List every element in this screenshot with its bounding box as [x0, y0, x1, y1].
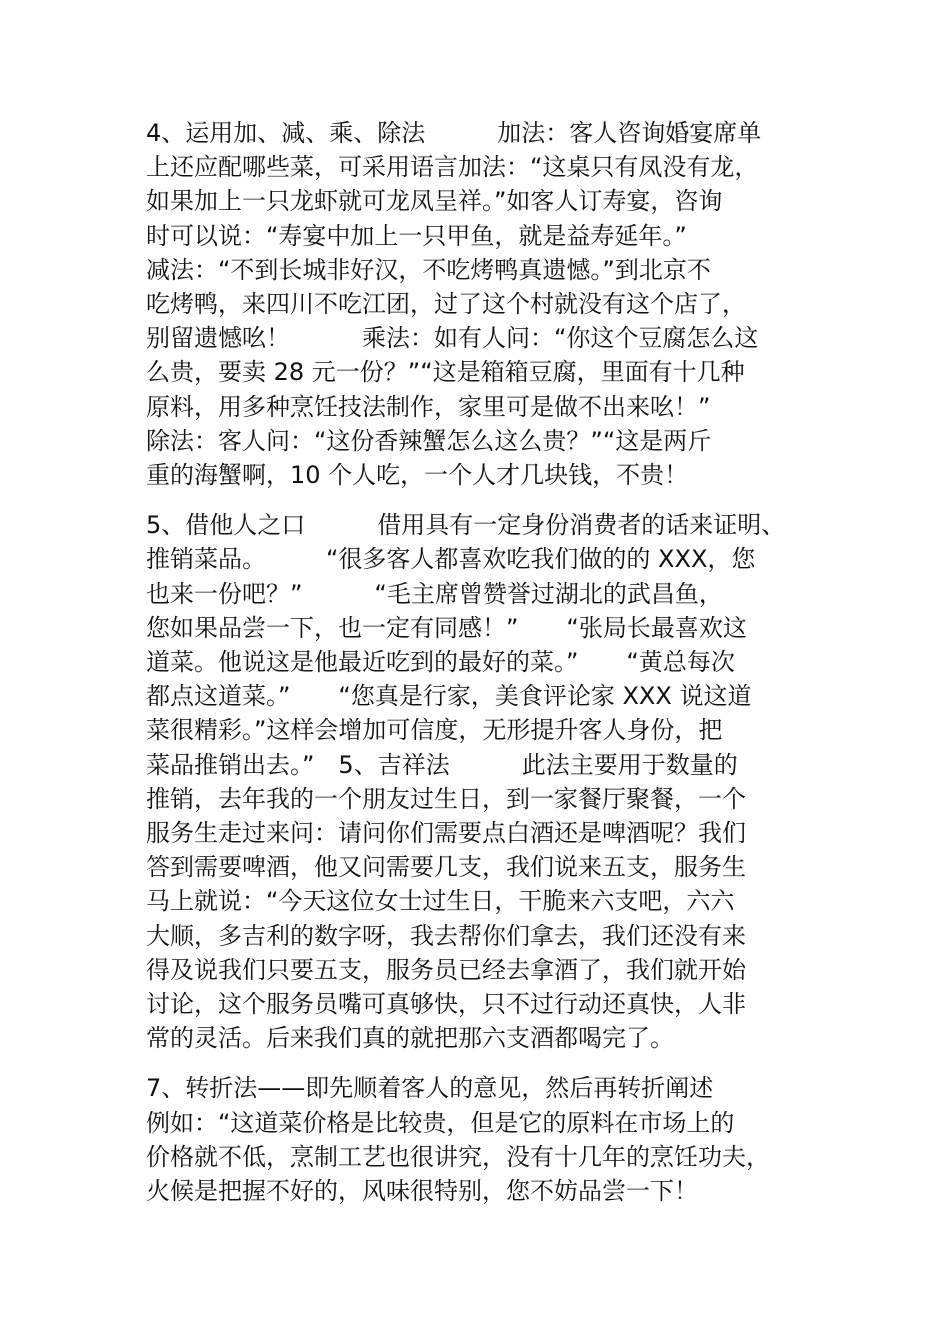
- text-line: 得及说我们只要五支，服务员已经去拿酒了，我们就开始: [146, 955, 746, 984]
- paragraph-borrow-others-method: [146, 508, 816, 1055]
- text-line: 常的灵活。后来我们真的就把那六支酒都喝完了。: [146, 1024, 674, 1053]
- text-line: 例如：“这道菜价格是比较贵，但是它的原料在市场上的: [146, 1108, 735, 1137]
- text-line: 时可以说：“寿宴中加上一只甲鱼，就是益寿延年。”: [146, 221, 687, 250]
- text-line: 价格就不低，烹制工艺也很讲究，没有十几年的烹饪功夫，: [146, 1142, 770, 1171]
- text-line: 大顺，多吉利的数字呀，我去帮你们拿去，我们还没有来: [146, 921, 746, 950]
- document-page: [146, 116, 816, 1208]
- text-line: 马上就说：“今天这位女士过生日，干脆来六支吧，六六: [146, 887, 735, 916]
- text-line: 菜很精彩。”这样会增加可信度，无形提升客人身份，把: [146, 716, 723, 745]
- text-line: 么贵，要卖 28 元一份？”“这是箱箱豆腐，里面有十几种: [146, 358, 745, 387]
- text-line: 吃烤鸭，来四川不吃江团，过了这个村就没有这个店了，: [146, 290, 746, 319]
- text-line: 都点这道菜。” “您真是行家，美食评论家 XXX 说这道: [146, 682, 752, 711]
- text-line: 原料，用多种烹饪技法制作，家里可是做不出来吆！”: [146, 392, 711, 421]
- text-line: 上还应配哪些菜，可采用语言加法：“这桌只有凤没有龙，: [146, 153, 759, 182]
- text-line: 答到需要啤酒，他又问需要几支，我们说来五支，服务生: [146, 853, 746, 882]
- text-line: 除法：客人问：“这份香辣蟹怎么这么贵？”“这是两斤: [146, 426, 712, 455]
- text-line: 7、转折法——即先顺着客人的意见，然后再转折阐述: [146, 1074, 714, 1103]
- text-line: 别留遗憾吆！ 乘法：如有人问：“你这个豆腐怎么这: [146, 324, 759, 353]
- text-line: 也来一份吧？” “毛主席曾赞誉过湖北的武昌鱼，: [146, 579, 723, 608]
- text-line: 如果加上一只龙虾就可龙凤呈祥。”如客人订寿宴，咨询: [146, 187, 723, 216]
- text-line: 5、借他人之口 借用具有一定身份消费者的话来证明、: [146, 511, 786, 540]
- text-line: 火候是把握不好的，风味很特别，您不妨品尝一下！: [146, 1177, 698, 1206]
- paragraph-spacer: [146, 492, 816, 508]
- text-line: 推销，去年我的一个朋友过生日，到一家餐厅聚餐，一个: [146, 784, 746, 813]
- text-line: 重的海蟹啊，10 个人吃，一个人才几块钱，不贵！: [146, 461, 689, 490]
- text-line: 道菜。他说这是他最近吃到的最好的菜。” “黄总每次: [146, 648, 735, 677]
- text-line: 服务生走过来问：请问你们需要点白酒还是啤酒呢？我们: [146, 819, 746, 848]
- text-line: 菜品推销出去。” 5、吉祥法 此法主要用于数量的: [146, 750, 738, 779]
- paragraph-spacer: [146, 1055, 816, 1071]
- text-line: 减法：“不到长城非好汉，不吃烤鸭真遗憾。”到北京不: [146, 255, 711, 284]
- paragraph-transition-method: [146, 1071, 816, 1208]
- text-line: 4、运用加、减、乘、除法 加法：客人咨询婚宴席单: [146, 119, 762, 147]
- text-line: 推销菜品。 “很多客人都喜欢吃我们做的的 XXX，您: [146, 545, 756, 574]
- text-line: 讨论，这个服务员嘴可真够快，只不过行动还真快，人非: [146, 990, 746, 1019]
- text-line: 您如果品尝一下，也一定有同感！” “张局长最喜欢这: [146, 613, 747, 642]
- paragraph-arithmetic-method: [146, 116, 816, 492]
